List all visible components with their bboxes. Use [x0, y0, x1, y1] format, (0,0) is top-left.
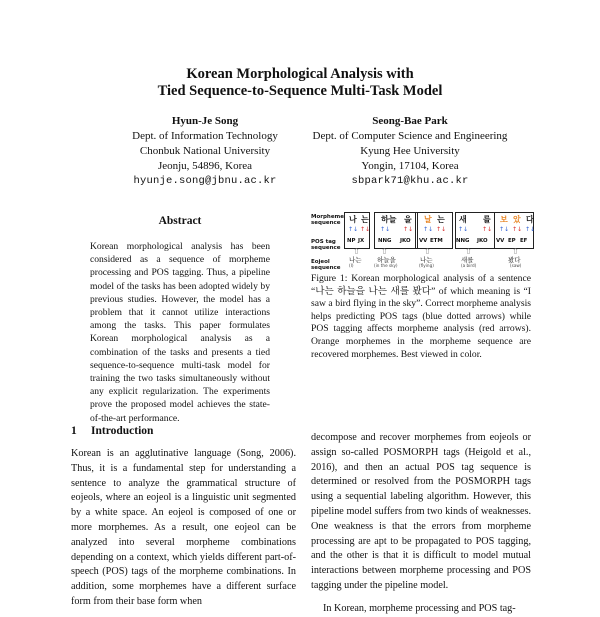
section-heading [71, 425, 153, 437]
eojeol-gloss: (I) [349, 263, 354, 268]
author-block-2 [290, 114, 530, 189]
pos-tag: JKO [477, 238, 488, 244]
author-email: sbpark71@khu.ac.kr [351, 175, 469, 187]
pos-arrow: ↑↓ [403, 226, 414, 233]
pos-arrow: ↑↓ [436, 226, 447, 233]
figure-1 [311, 212, 536, 271]
author-name: Seong-Bae Park [372, 115, 448, 127]
row-label-morpheme: Morpheme sequence [311, 214, 345, 226]
morpheme-token: 새 [459, 215, 467, 224]
morpheme-token: 는 [437, 215, 445, 224]
morpheme-token: 는 [361, 215, 369, 224]
paper-title-line-1: Korean Morphological Analysis with [186, 66, 414, 82]
morpheme-token: 를 [483, 215, 491, 224]
author-block-1 [100, 114, 310, 189]
author-email: hyunje.song@jbnu.ac.kr [133, 175, 277, 187]
eojeol-token: 나는 [420, 256, 433, 264]
pos-tag: EP [508, 238, 516, 244]
author-institution: Chonbuk National University [139, 145, 271, 157]
eojeol-gloss: (in the sky) [374, 263, 398, 268]
pos-tag: VV [419, 238, 428, 244]
eojeol-gloss: (a bird) [461, 263, 477, 268]
morpheme-token: 하늘 [381, 215, 397, 224]
author-address: Jeonju, 54896, Korea [157, 160, 253, 172]
author-institution: Kyung Hee University [360, 145, 460, 157]
pos-tag: JKO [400, 238, 411, 244]
eojeol-token: 새를 [461, 256, 474, 264]
pos-arrow: ↑↓ [525, 226, 536, 233]
eojeol-arrow: ⇧ [465, 247, 472, 256]
morpheme-token: 날 [424, 215, 432, 224]
section-title: Introduction [91, 425, 154, 437]
abstract-body: Korean morphological analysis has been considered as a sequence of morpheme processing and POS tagging. Thus, a pipeline model of the tasks has been adopted widely by previous studies. However, the model has a problem that it cannot utilize interactions among the tasks. This paper formulates Korean morphological analysis as a combination of the tasks and presents a tied sequence-to-sequence multi-task model for training the two tasks simultaneously without any explicit regularization. The experiments prove the proposed model achieves the state-of-the-art performance. [90, 241, 270, 424]
figure-caption: Figure 1: Korean morphological analysis of a sentence “나는 하늘을 나는 새를 봤다” of which meaning is “I saw a bird flying in the sky”. Correct morpheme analysis helps predicting POS tags (blue dotted arrows) while POS tagging affects morpheme analysis (red arrows). Orange morphemes in the morpheme sequence are recovered morphemes. Best viewed in color. [311, 273, 531, 360]
intro-column-1: Korean is an agglutinative language (Song, 2006). Thus, it is a fundamental step for understanding a sentence to analyze the grammatical structure of eojeols, where an eojeol is a linguistic unit segmented by a white space. An eojeol is composed of one or more morphemes. As a result, one eojeol can be analyzed into several morpheme combinations depending on a context, which yields different part-of-speech (POS) tags of the morpheme combinations. In addition, some morphemes have a different surface form from their base form when [71, 448, 296, 607]
pos-arrow: ↑↓ [482, 226, 493, 233]
eojeol-gloss: (saw) [510, 263, 522, 268]
morpheme-token: 다 [526, 215, 534, 224]
pos-arrow: ↑↓ [499, 226, 510, 233]
pos-arrow: ↑↓ [380, 226, 391, 233]
pos-arrow: ↑↓ [458, 226, 469, 233]
morpheme-token: 았 [513, 215, 521, 224]
eojeol-gloss: (flying) [419, 263, 434, 268]
pos-arrow: ↑↓ [360, 226, 371, 233]
morpheme-token: 보 [500, 215, 508, 224]
pos-arrow: ↑↓ [348, 226, 359, 233]
paper-title-line-2: Tied Sequence-to-Sequence Multi-Task Model [157, 83, 443, 99]
eojeol-arrow: ⇧ [424, 247, 431, 256]
abstract-heading: Abstract [158, 215, 202, 227]
intro-column-2 [311, 431, 531, 617]
intro-paragraph: decompose and recover morphemes from eojeols or assign so-called POSMORPH tags (Heigold et al., 2016), and then an actual POS tag sequence is determined or resolved from the POSMORPH tags using a sequential labeling algorithm. However, this pipeline model suffers from two kinds of weaknesses. One weakness is that the errors from morpheme processing are apt to be propagated to POS tagging, and the other is that it is difficult to model mutual interactions between morpheme processing and POS tagging under the pipeline model. [311, 432, 531, 591]
pos-tag: VV [496, 238, 505, 244]
eojeol-arrow: ⇧ [512, 247, 519, 256]
pos-tag: NP [347, 238, 356, 244]
pos-tag: EF [520, 238, 528, 244]
pos-tag: ETM [430, 238, 443, 244]
eojeol-token: 봤다 [508, 256, 521, 264]
author-name: Hyun-Je Song [171, 115, 239, 127]
eojeol-token: 하늘을 [377, 256, 396, 264]
pos-arrow: ↑↓ [423, 226, 434, 233]
eojeol-token: 나는 [349, 256, 362, 264]
eojeol-arrow: ⇧ [381, 247, 388, 256]
author-address: Yongin, 17104, Korea [361, 160, 459, 172]
row-label-pos: POS tag sequence [311, 239, 341, 251]
pos-tag: NNG [456, 238, 470, 244]
eojeol-arrow: ⇧ [353, 247, 360, 256]
section-number: 1 [71, 425, 77, 437]
intro-paragraph: In Korean, morpheme processing and POS tag- [323, 602, 516, 614]
morpheme-token: 나 [349, 215, 357, 224]
pos-tag: NNG [378, 238, 392, 244]
pos-tag: JX [358, 238, 365, 244]
pos-arrow: ↑↓ [512, 226, 523, 233]
row-label-eojeol: Eojeol sequence [311, 259, 341, 271]
morpheme-token: 을 [404, 215, 412, 224]
author-affiliation: Dept. of Information Technology [132, 130, 278, 142]
author-affiliation: Dept. of Computer Science and Engineering [312, 130, 508, 142]
